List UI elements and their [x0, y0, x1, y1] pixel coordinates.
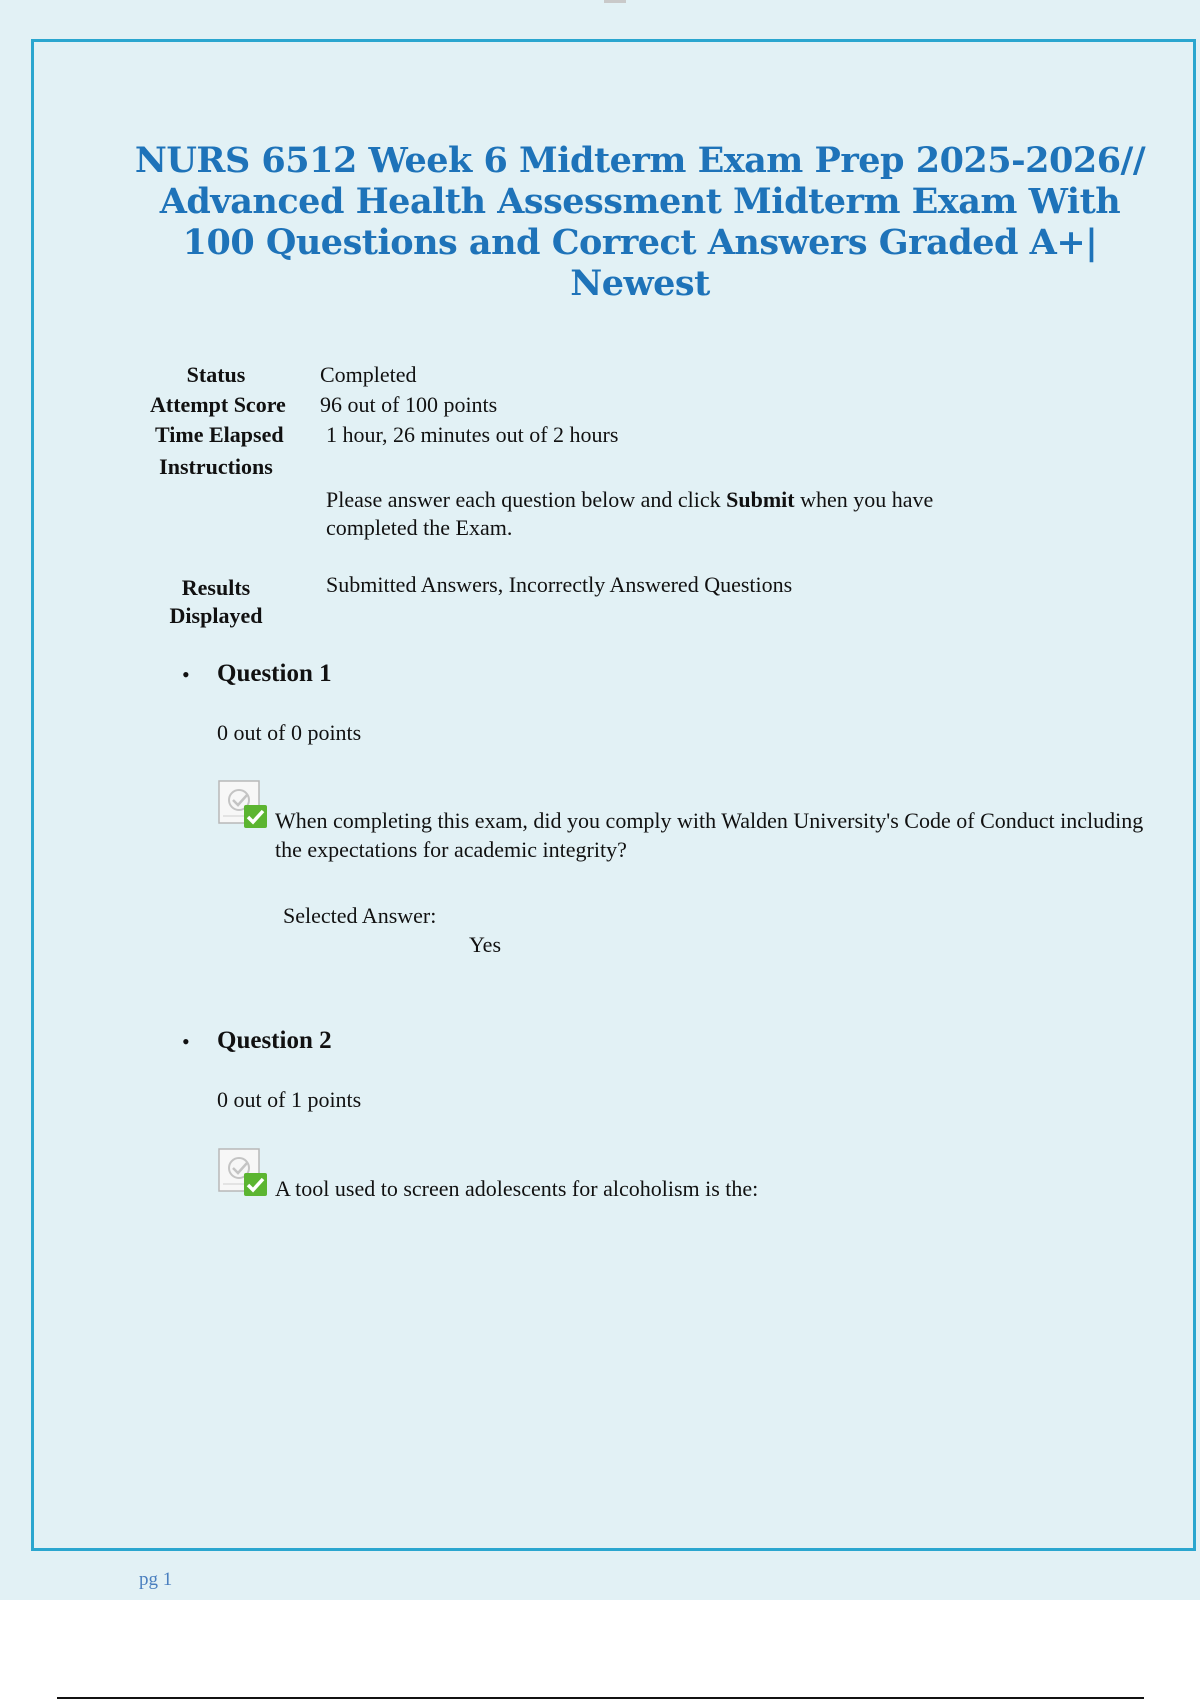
time-elapsed-label: Time Elapsed: [155, 422, 284, 447]
status-label: Status: [186, 362, 246, 387]
status-value: Completed: [320, 362, 417, 387]
selected-answer-label: Selected Answer:: [283, 903, 437, 928]
selected-answer-value: Yes: [469, 932, 502, 957]
results-label-line2: Displayed: [169, 603, 263, 628]
question-text: A tool used to screen adolescents for alcoholism is the:: [275, 1176, 759, 1201]
instructions-text-part: when you have completed the Exam.: [326, 487, 934, 540]
results-displayed-value: Submitted Answers, Incorrectly Answered Questions: [326, 572, 793, 597]
instructions-label: Instructions: [159, 454, 273, 479]
question-title: Question 1: [217, 660, 332, 687]
results-label-line1: Results: [181, 575, 251, 600]
bullet-icon: •: [182, 1029, 190, 1054]
correct-check-icon: [217, 1146, 269, 1198]
question-points: 0 out of 1 points: [217, 1087, 362, 1112]
question-text: When completing this exam, did you comply with Walden University's Code of Conduct including the expectations for academic integrity?: [275, 808, 1144, 862]
attempt-score-value: 96 out of 100 points: [320, 392, 498, 417]
footer-divider: [57, 1697, 1144, 1699]
correct-check-icon: [217, 778, 269, 830]
bullet-icon: •: [182, 662, 190, 687]
question-points: 0 out of 0 points: [217, 720, 362, 745]
time-elapsed-value: 1 hour, 26 minutes out of 2 hours: [326, 422, 619, 447]
instructions-text-part: Please answer each question below and click: [326, 487, 727, 512]
instructions-text: [326, 486, 1026, 542]
document-title: NURS 6512 Week 6 Midterm Exam Prep 2025-2026// Advanced Health Assessment Midterm Exam With 100 Questions and Correct Answers Graded A+| Newest: [134, 140, 1146, 304]
page-number: pg 1: [139, 1569, 173, 1590]
instructions-submit-word: Submit: [726, 487, 795, 512]
top-edge-mark: [604, 0, 626, 3]
question-title: Question 2: [217, 1027, 332, 1054]
attempt-score-label: Attempt Score: [150, 392, 286, 417]
results-displayed-label: [150, 574, 282, 630]
